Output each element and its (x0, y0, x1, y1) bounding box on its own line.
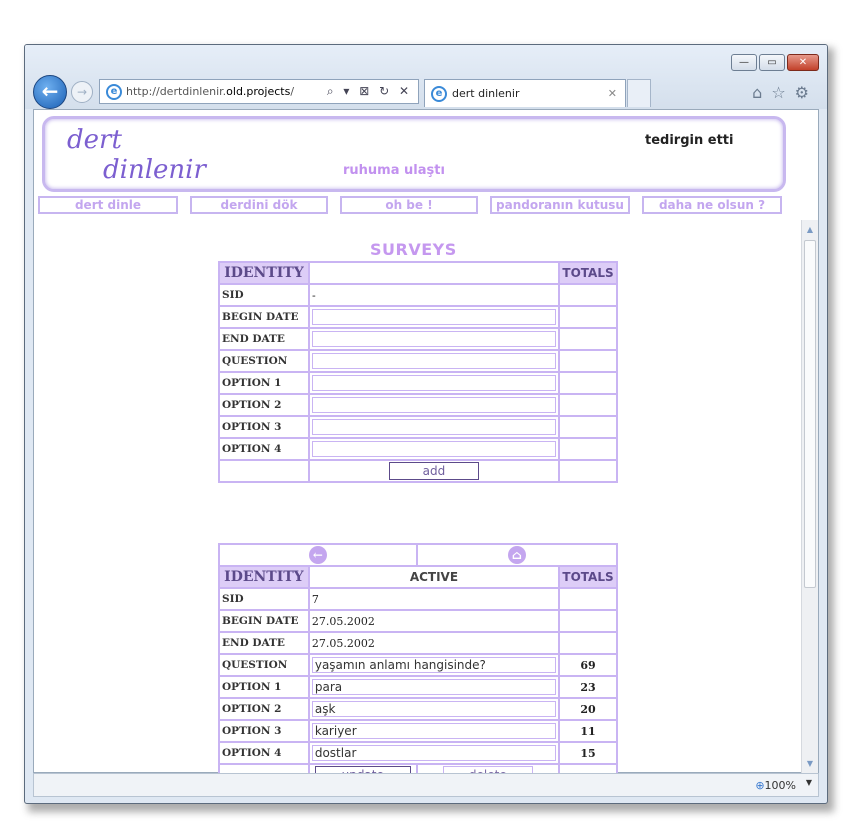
logo-line-1[interactable]: dert (67, 125, 122, 155)
end-date-value: 27.05.2002 (310, 633, 558, 653)
mood-text: tedirgin etti (645, 133, 734, 148)
nav-derdini-dok[interactable]: derdini dök (190, 196, 328, 214)
identity-header: IDENTITY (220, 567, 308, 587)
begin-date-value: 27.05.2002 (310, 611, 558, 631)
option4-total: 15 (560, 743, 616, 763)
tab-dert-dinlenir[interactable] (424, 79, 626, 107)
settings-gear-icon[interactable]: ⚙ (794, 83, 809, 102)
maximize-button[interactable]: ▭ (759, 54, 785, 71)
end-date-label: END DATE (220, 633, 308, 653)
url-suffix: / (290, 85, 295, 98)
page-title: SURVEYS (370, 240, 457, 259)
add-button[interactable]: add (389, 462, 479, 480)
scroll-up-arrow-icon[interactable]: ▲ (806, 225, 814, 234)
page-viewport (33, 109, 819, 773)
identity-header: IDENTITY (220, 263, 308, 283)
end-date-input[interactable] (312, 331, 556, 347)
address-tools[interactable]: ⌕ ▾ ⊠ ↻ ✕ (326, 84, 412, 98)
option2-label: OPTION 2 (220, 699, 308, 719)
begin-date-label: BEGIN DATE (220, 611, 308, 631)
minimize-button[interactable]: — (731, 54, 757, 71)
option3-total: 11 (560, 721, 616, 741)
ie-icon: e (106, 84, 122, 100)
option3-label: OPTION 3 (220, 721, 308, 741)
active-survey-table (218, 543, 618, 787)
new-survey-form (218, 261, 618, 483)
option2-input[interactable]: aşk (312, 701, 556, 717)
option2-input[interactable] (312, 397, 556, 413)
question-label: QUESTION (220, 351, 308, 371)
back-arrow-icon: ← (41, 79, 59, 103)
option3-input[interactable]: kariyer (312, 723, 556, 739)
new-tab-button[interactable] (627, 79, 651, 107)
tab-close-icon[interactable]: ✕ (607, 87, 617, 100)
option3-input[interactable] (312, 419, 556, 435)
favorites-star-icon[interactable]: ☆ (771, 83, 786, 102)
sid-label: SID (220, 589, 308, 609)
home-circle-icon[interactable]: ⌂ (508, 546, 526, 564)
logo-line-2[interactable]: dinlenir (103, 155, 206, 185)
zoom-magnifier-icon: ⊕ (755, 779, 765, 792)
sid-label: SID (220, 285, 308, 305)
status-bar (33, 773, 819, 797)
forward-arrow-icon: → (76, 85, 88, 99)
zoom-level[interactable] (755, 779, 796, 792)
scrollbar-thumb[interactable] (804, 240, 816, 588)
option4-label: OPTION 4 (220, 439, 308, 459)
totals-header: TOTALS (560, 263, 616, 283)
tab-title: dert dinlenir (452, 87, 520, 100)
address-bar[interactable] (99, 79, 419, 104)
site-header (42, 116, 786, 192)
site-tagline: ruhuma ulaştı (343, 163, 445, 178)
browser-window (24, 44, 828, 804)
back-button[interactable] (33, 75, 67, 109)
begin-date-label: BEGIN DATE (220, 307, 308, 327)
begin-date-input[interactable] (312, 309, 556, 325)
zoom-dropdown-icon[interactable]: ▼ (805, 778, 812, 787)
question-total: 69 (560, 655, 616, 675)
option1-total: 23 (560, 677, 616, 697)
header-blank (310, 263, 558, 283)
option1-input[interactable] (312, 375, 556, 391)
url-prefix: http://dertdinlenir. (126, 85, 227, 98)
nav-dert-dinle[interactable]: dert dinle (38, 196, 178, 214)
home-icon[interactable]: ⌂ (752, 83, 763, 102)
browser-toolbar-icons (752, 83, 809, 102)
active-header: ACTIVE (310, 567, 558, 587)
vertical-scrollbar[interactable] (801, 220, 818, 774)
option4-label: OPTION 4 (220, 743, 308, 763)
end-date-label: END DATE (220, 329, 308, 349)
sid-value: 7 (310, 589, 558, 609)
back-circle-icon[interactable]: ← (309, 546, 327, 564)
tab-ie-icon: e (431, 86, 447, 102)
nav-pandoranin-kutusu[interactable]: pandoranın kutusu (490, 196, 630, 214)
option2-total: 20 (560, 699, 616, 719)
option2-label: OPTION 2 (220, 395, 308, 415)
question-input[interactable]: yaşamın anlamı hangisinde? (312, 657, 556, 673)
close-button[interactable]: ✕ (787, 54, 819, 71)
totals-header: TOTALS (560, 567, 616, 587)
question-label: QUESTION (220, 655, 308, 675)
scroll-down-arrow-icon[interactable]: ▼ (806, 759, 814, 768)
option1-label: OPTION 1 (220, 373, 308, 393)
title-bar (25, 45, 827, 109)
option1-input[interactable]: para (312, 679, 556, 695)
url-host: old.projects (226, 85, 291, 98)
window-controls (731, 54, 819, 71)
forward-button[interactable] (71, 81, 93, 103)
sid-value: - (310, 285, 558, 305)
zoom-value: 100% (764, 779, 796, 792)
option4-input[interactable] (312, 441, 556, 457)
option1-label: OPTION 1 (220, 677, 308, 697)
nav-oh-be[interactable]: oh be ! (340, 196, 478, 214)
question-input[interactable] (312, 353, 556, 369)
option4-input[interactable]: dostlar (312, 745, 556, 761)
nav-daha-ne-olsun[interactable]: daha ne olsun ? (642, 196, 782, 214)
option3-label: OPTION 3 (220, 417, 308, 437)
